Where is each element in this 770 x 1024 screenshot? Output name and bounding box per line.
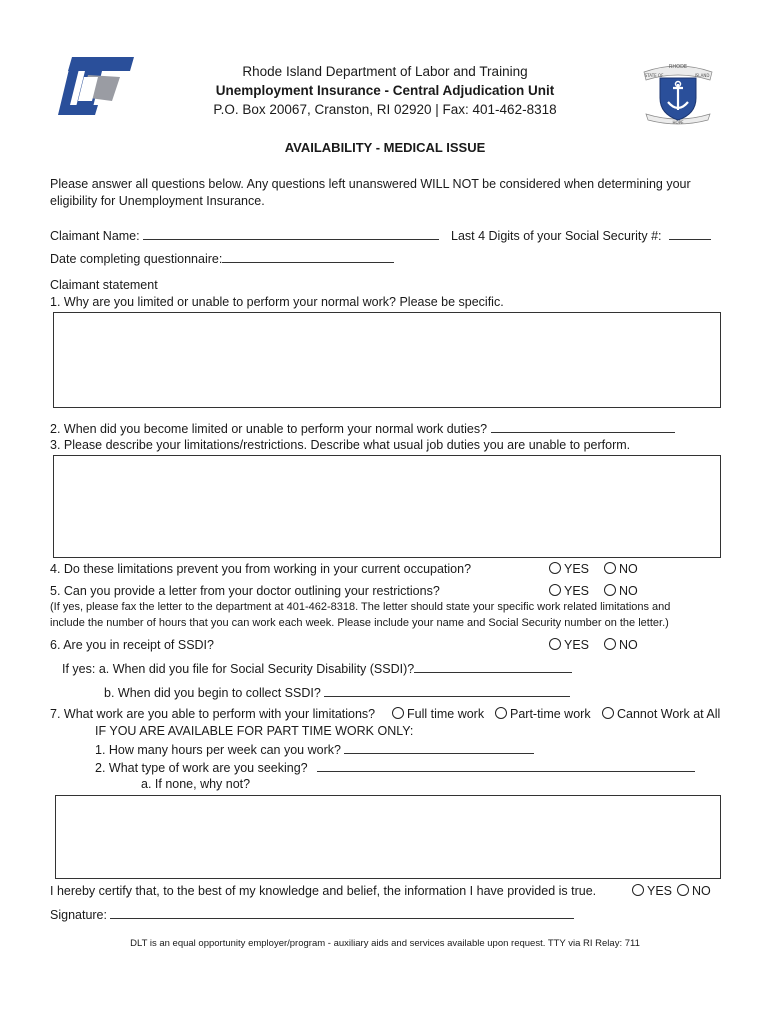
question-5: 5. Can you provide a letter from your doctor outlining your restrictions?	[50, 584, 440, 598]
claimant-name-label: Claimant Name:	[50, 229, 140, 243]
question-1: 1. Why are you limited or unable to perform your normal work? Please be specific.	[50, 295, 504, 309]
date-field[interactable]	[222, 251, 394, 263]
question-7-2a: a. If none, why not?	[141, 777, 251, 791]
seal-left-text: STATE OF	[644, 73, 664, 78]
seal-bottom-text: HOPE	[672, 120, 684, 125]
intro-line-2: eligibility for Unemployment Insurance.	[50, 194, 265, 208]
question-6a: If yes: a. When did you file for Social Security Disability (SSDI)?	[62, 662, 415, 676]
form-title: AVAILABILITY - MEDICAL ISSUE	[284, 140, 486, 155]
certify-yes-label: YES	[647, 884, 673, 898]
q5-note-1: (If yes, please fax the letter to the department at 401-462-8318. The letter should state your specific work related limitations and	[50, 601, 671, 613]
certify-no-label: NO	[692, 884, 711, 898]
q7-2-answer-field[interactable]	[317, 760, 695, 772]
ssn-field[interactable]	[669, 228, 711, 240]
question-2: 2. When did you become limited or unable to perform your normal work duties?	[50, 422, 488, 436]
q6-yes-label: YES	[564, 638, 590, 652]
certify-no-radio[interactable]	[677, 884, 689, 896]
question-7-2: 2. What type of work are you seeking?	[95, 761, 308, 775]
certify-text: I hereby certify that, to the best of my knowledge and belief, the information I have provided is true.	[50, 884, 597, 898]
intro-line-1: Please answer all questions below. Any questions left unanswered WILL NOT be considered when determining your	[50, 177, 691, 191]
q7-2a-answer-box[interactable]	[55, 795, 721, 879]
q3-answer-box[interactable]	[53, 455, 721, 558]
address-line: P.O. Box 20067, Cranston, RI 02920 | Fax: 401-462-8318	[213, 102, 557, 117]
q7-cannot-radio[interactable]	[602, 707, 614, 719]
section-label: Claimant statement	[50, 278, 158, 292]
q7-1-answer-field[interactable]	[344, 742, 534, 754]
q5-no-label: NO	[619, 584, 638, 598]
question-7-1: 1. How many hours per week can you work?	[95, 743, 341, 757]
org-name: Rhode Island Department of Labor and Training	[242, 64, 528, 79]
q1-answer-box[interactable]	[53, 312, 721, 408]
q4-no-label: NO	[619, 562, 638, 576]
q4-no-radio[interactable]	[604, 562, 616, 574]
q7-cannot-label: Cannot Work at All	[617, 707, 721, 721]
q7-part-label: Part-time work	[510, 707, 591, 721]
q6-no-radio[interactable]	[604, 638, 616, 650]
q6b-answer-field[interactable]	[324, 685, 570, 697]
date-label: Date completing questionnaire:	[50, 252, 223, 266]
ssn-label: Last 4 Digits of your Social Security #:	[451, 229, 662, 243]
q7-part-header: IF YOU ARE AVAILABLE FOR PART TIME WORK ONLY:	[95, 724, 414, 738]
q7-part-radio[interactable]	[495, 707, 507, 719]
state-seal	[640, 58, 716, 128]
q7-full-radio[interactable]	[392, 707, 404, 719]
q6a-answer-field[interactable]	[414, 661, 572, 673]
q6-yes-radio[interactable]	[549, 638, 561, 650]
signature-field[interactable]	[110, 907, 574, 919]
q5-no-radio[interactable]	[604, 584, 616, 596]
q5-yes-label: YES	[564, 584, 590, 598]
question-6: 6. Are you in receipt of SSDI?	[50, 638, 214, 652]
dlt-logo	[58, 57, 134, 115]
question-6b: b. When did you begin to collect SSDI?	[104, 686, 321, 700]
seal-top-text: RHODE	[668, 64, 688, 70]
q6-no-label: NO	[619, 638, 638, 652]
q2-answer-field[interactable]	[491, 421, 675, 433]
question-7: 7. What work are you able to perform with your limitations?	[50, 707, 376, 721]
footer-text: DLT is an equal opportunity employer/program - auxiliary aids and services available upon request. TTY via RI Relay: 711	[130, 938, 640, 949]
q5-note-2: include the number of hours that you can work each week. Please include your name and Social Security number on the letter.)	[50, 617, 669, 629]
q7-full-label: Full time work	[407, 707, 485, 721]
unit-name: Unemployment Insurance - Central Adjudication Unit	[215, 83, 555, 98]
seal-right-text: ISLAND	[694, 73, 710, 78]
signature-label: Signature:	[50, 908, 107, 922]
question-4: 4. Do these limitations prevent you from working in your current occupation?	[50, 562, 472, 576]
q5-yes-radio[interactable]	[549, 584, 561, 596]
certify-yes-radio[interactable]	[632, 884, 644, 896]
q4-yes-label: YES	[564, 562, 590, 576]
q4-yes-radio[interactable]	[549, 562, 561, 574]
question-3: 3. Please describe your limitations/restrictions. Describe what usual job duties you are unable to perform.	[50, 438, 631, 452]
claimant-name-field[interactable]	[143, 228, 439, 240]
